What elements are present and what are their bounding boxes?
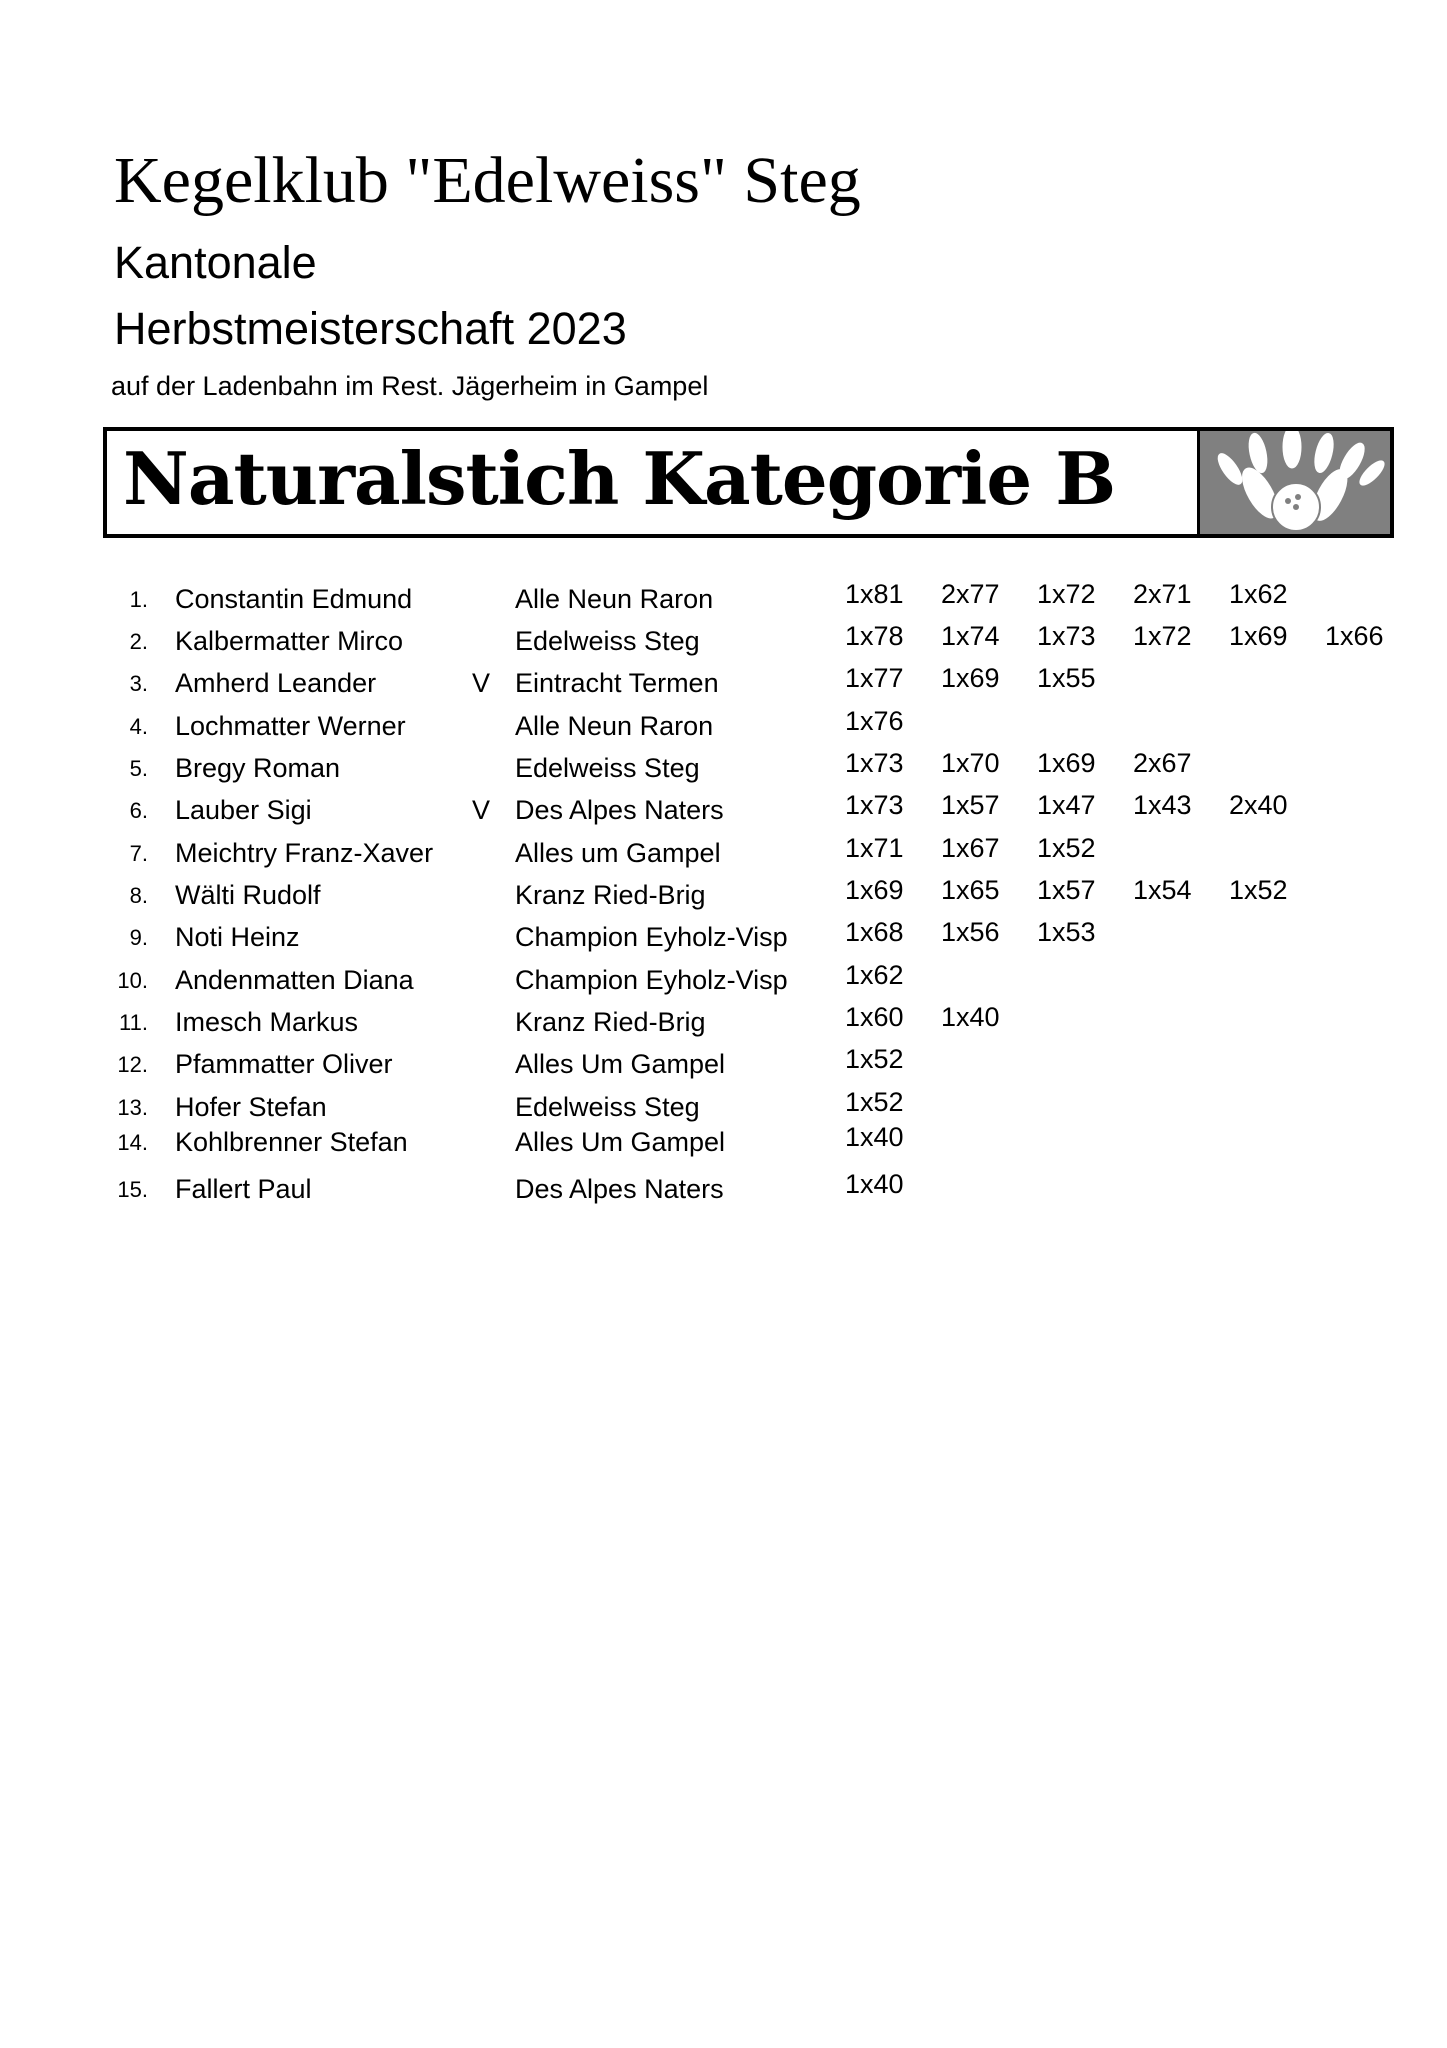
result-row xyxy=(0,1002,1447,1048)
result-score: 1x69 xyxy=(1229,621,1288,651)
result-score: 1x43 xyxy=(1133,790,1192,820)
result-score: 2x71 xyxy=(1133,579,1192,609)
result-row xyxy=(0,917,1447,963)
result-name: Kohlbrenner Stefan xyxy=(175,1127,408,1157)
result-score: 1x55 xyxy=(1037,663,1096,693)
result-name: Noti Heinz xyxy=(175,922,300,952)
result-rank: 12. xyxy=(117,1052,148,1077)
result-row xyxy=(0,833,1447,879)
result-score: 1x52 xyxy=(1229,875,1288,905)
result-score: 2x67 xyxy=(1133,748,1192,778)
venue-line: auf der Ladenbahn im Rest. Jägerheim in Gampel xyxy=(111,371,709,401)
result-name: Pfammatter Oliver xyxy=(175,1049,393,1079)
result-club: Edelweiss Steg xyxy=(515,1092,700,1122)
result-club: Champion Eyholz-Visp xyxy=(515,965,788,995)
result-club: Champion Eyholz-Visp xyxy=(515,922,788,952)
result-name: Amherd Leander xyxy=(175,668,377,698)
category-banner xyxy=(103,427,1394,538)
club-title: Kegelklub "Edelweiss" Steg xyxy=(114,144,861,217)
result-club: Alle Neun Raron xyxy=(515,584,714,614)
result-score: 1x71 xyxy=(845,833,904,863)
result-score: 1x66 xyxy=(1325,621,1384,651)
result-score: 1x74 xyxy=(941,621,1000,651)
result-name: Fallert Paul xyxy=(175,1174,312,1204)
result-score: 1x69 xyxy=(1037,748,1096,778)
result-score: 1x70 xyxy=(941,748,1000,778)
result-score: 1x47 xyxy=(1037,790,1096,820)
result-name: Constantin Edmund xyxy=(175,584,413,614)
result-score: 2x40 xyxy=(1229,790,1288,820)
result-club: Alle Neun Raron xyxy=(515,711,714,741)
result-score: 1x60 xyxy=(845,1002,904,1032)
result-score: 1x56 xyxy=(941,917,1000,947)
result-score: 1x40 xyxy=(845,1169,904,1199)
event-title-line-2: Herbstmeisterschaft 2023 xyxy=(114,303,627,354)
result-row xyxy=(0,1044,1447,1090)
result-score: 1x52 xyxy=(845,1087,904,1117)
result-score: 1x57 xyxy=(1037,875,1096,905)
result-score: 1x77 xyxy=(845,663,904,693)
result-row xyxy=(0,621,1447,667)
result-rank: 3. xyxy=(129,671,148,696)
result-club: Des Alpes Naters xyxy=(515,795,724,825)
result-club: Alles um Gampel xyxy=(515,838,721,868)
result-row xyxy=(0,1122,1447,1168)
result-score: 1x72 xyxy=(1133,621,1192,651)
result-rank: 13. xyxy=(117,1095,148,1120)
result-rank: 5. xyxy=(129,756,148,781)
result-score: 1x40 xyxy=(845,1122,904,1152)
result-score: 1x68 xyxy=(845,917,904,947)
result-name: Hofer Stefan xyxy=(175,1092,327,1122)
result-score: 1x81 xyxy=(845,579,904,609)
result-rank: 6. xyxy=(129,798,148,823)
result-row xyxy=(0,875,1447,921)
result-club: Alles Um Gampel xyxy=(515,1127,726,1157)
result-flag: V xyxy=(472,668,491,698)
result-score: 1x62 xyxy=(1229,579,1288,609)
result-rank: 8. xyxy=(129,883,148,908)
result-score: 1x54 xyxy=(1133,875,1192,905)
result-row xyxy=(0,579,1447,625)
result-rank: 1. xyxy=(129,587,148,612)
result-name: Imesch Markus xyxy=(175,1007,359,1037)
result-row xyxy=(0,790,1447,836)
result-score: 1x78 xyxy=(845,621,904,651)
result-score: 1x69 xyxy=(941,663,1000,693)
result-club: Kranz Ried-Brig xyxy=(515,880,706,910)
result-score: 1x53 xyxy=(1037,917,1096,947)
result-rank: 10. xyxy=(117,968,148,993)
result-score: 1x73 xyxy=(845,790,904,820)
result-name: Wälti Rudolf xyxy=(175,880,321,910)
result-score: 1x72 xyxy=(1037,579,1096,609)
result-club: Alles Um Gampel xyxy=(515,1049,726,1079)
result-rank: 4. xyxy=(129,714,148,739)
result-club: Edelweiss Steg xyxy=(515,626,700,656)
result-club: Des Alpes Naters xyxy=(515,1174,724,1204)
result-row xyxy=(0,748,1447,794)
result-score: 2x77 xyxy=(941,579,1000,609)
result-name: Lochmatter Werner xyxy=(175,711,406,741)
result-row xyxy=(0,960,1447,1006)
result-rank: 14. xyxy=(117,1130,148,1155)
result-score: 1x67 xyxy=(941,833,1000,863)
category-title: Naturalstich Kategorie B xyxy=(123,436,1116,521)
result-row xyxy=(0,706,1447,752)
result-rank: 7. xyxy=(129,841,148,866)
result-rank: 9. xyxy=(129,925,148,950)
event-title-line-1: Kantonale xyxy=(114,237,317,288)
result-name: Lauber Sigi xyxy=(175,795,312,825)
result-name: Bregy Roman xyxy=(175,753,341,783)
bowling-pins-icon xyxy=(1197,431,1390,534)
result-score: 1x65 xyxy=(941,875,1000,905)
result-name: Meichtry Franz-Xaver xyxy=(175,838,434,868)
result-score: 1x52 xyxy=(1037,833,1096,863)
result-score: 1x62 xyxy=(845,960,904,990)
result-row xyxy=(0,1169,1447,1215)
result-score: 1x73 xyxy=(845,748,904,778)
result-score: 1x57 xyxy=(941,790,1000,820)
result-score: 1x52 xyxy=(845,1044,904,1074)
result-flag: V xyxy=(472,795,491,825)
result-club: Eintracht Termen xyxy=(515,668,719,698)
result-rank: 11. xyxy=(119,1010,148,1035)
result-rank: 15. xyxy=(117,1177,148,1202)
result-name: Kalbermatter Mirco xyxy=(175,626,404,656)
result-club: Edelweiss Steg xyxy=(515,753,700,783)
result-score: 1x73 xyxy=(1037,621,1096,651)
result-score: 1x40 xyxy=(941,1002,1000,1032)
result-rank: 2. xyxy=(129,629,148,654)
result-score: 1x76 xyxy=(845,706,904,736)
result-row xyxy=(0,663,1447,709)
result-name: Andenmatten Diana xyxy=(175,965,414,995)
result-score: 1x69 xyxy=(845,875,904,905)
result-club: Kranz Ried-Brig xyxy=(515,1007,706,1037)
